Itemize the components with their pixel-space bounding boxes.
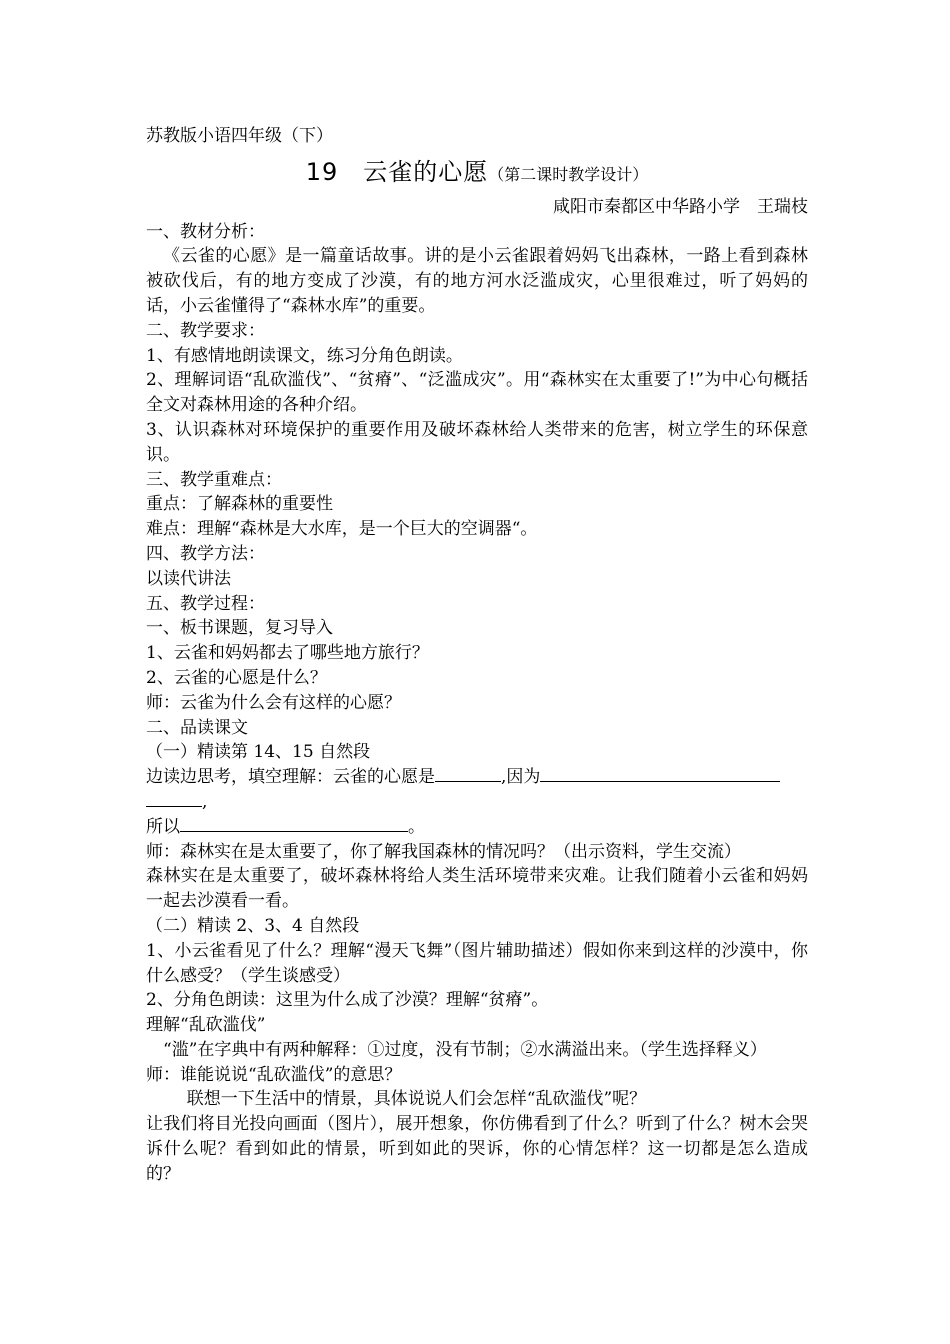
section-heading: 五、教学过程： xyxy=(146,593,265,614)
list-item: 3、认识森林对环境保护的重要作用及破坏森林给人类带来的危害，树立学生的环保意识。 xyxy=(146,419,808,465)
section-heading: 四、教学方法： xyxy=(146,543,265,564)
lesson-subtitle: （第二课时教学设计） xyxy=(488,164,649,184)
author-line: 咸阳市秦都区中华路小学 王瑞枝 xyxy=(553,196,808,217)
lesson-title xyxy=(146,149,808,195)
subsection-heading: （二）精读 2、3、4 自然段 xyxy=(146,915,360,936)
section-heading: 三、教学重难点： xyxy=(146,469,282,490)
section-heading: 二、教学要求： xyxy=(146,320,265,341)
paragraph: 联想一下生活中的情景，具体说说人们会怎样“乱砍滥伐”呢？ xyxy=(186,1089,647,1110)
blank-line xyxy=(540,780,780,782)
lesson-number: 19 xyxy=(305,157,339,186)
teacher-line: 师：云雀为什么会有这样的心愿？ xyxy=(146,692,401,713)
paragraph: “滥”在字典中有两种解释：①过度，没有节制；②水满溢出来。（学生选择释义） xyxy=(163,1039,767,1060)
fill-because: ,因为 xyxy=(501,767,541,788)
key-point: 重点：了解森林的重要性 xyxy=(146,494,333,515)
paragraph: 让我们将目光投向画面（图片），展开想象，你仿佛看到了什么？听到了什么？树木会哭诉什么呢？看到如此的情景，听到如此的哭诉，你的心情怎样？这一切都是怎么造成的？ xyxy=(146,1114,808,1184)
blank-line xyxy=(435,780,501,782)
document-page xyxy=(146,124,808,1187)
list-item: 1、有感情地朗读课文，练习分角色朗读。 xyxy=(146,345,463,366)
fill-end: 。 xyxy=(408,816,425,837)
paragraph: 《云雀的心愿》是一篇童话故事。讲的是小云雀跟着妈妈飞出森林，一路上看到森林被砍伐后，有的地方变成了沙漠，有的地方河水泛滥成灾，心里很难过，听了妈妈的话，小云雀懂得了“森林水库”的重要。 xyxy=(146,246,808,316)
fill-comma: , xyxy=(202,791,208,812)
paragraph: 森林实在是太重要了，破坏森林将给人类生活环境带来灾难。让我们随着小云雀和妈妈一起去沙漠看一看。 xyxy=(146,866,808,912)
subsection-heading: 二、品读课文 xyxy=(146,717,248,738)
list-item: 2、云雀的心愿是什么？ xyxy=(146,667,327,688)
document-header: 苏教版小语四年级（下） xyxy=(146,126,333,146)
subsection-heading: 一、板书课题，复习导入 xyxy=(146,618,333,639)
difficult-point: 难点：理解“森林是大水库，是一个巨大的空调器“。 xyxy=(146,519,538,540)
list-item: 1、小云雀看见了什么？理解“漫天飞舞”（图片辅助描述）假如你来到这样的沙漠中，你什么感受？（学生谈感受） xyxy=(146,940,808,986)
fill-in-exercise xyxy=(146,815,808,840)
section-heading: 一、教材分析： xyxy=(146,221,265,242)
fill-in-exercise xyxy=(146,765,808,790)
teacher-line: 师：森林实在是太重要了，你了解我国森林的情况吗？（出示资料，学生交流） xyxy=(146,841,741,862)
list-item: 2、分角色朗读：这里为什么成了沙漠？理解“贫瘠”。 xyxy=(146,990,549,1011)
lesson-name: 云雀的心愿 xyxy=(363,157,489,186)
subsection-heading: （一）精读第 14、15 自然段 xyxy=(146,742,371,763)
paragraph: 以读代讲法 xyxy=(146,568,231,589)
blank-line xyxy=(146,805,202,807)
paragraph: 理解“乱砍滥伐” xyxy=(146,1015,266,1036)
list-item: 2、理解词语“乱砍滥伐”、“贫瘠”、“泛滥成灾”。用“森林实在太重要了!”为中心句概括全文对森林用途的各种介绍。 xyxy=(146,370,808,416)
fill-in-exercise xyxy=(146,790,808,815)
fill-so: 所以 xyxy=(146,816,180,837)
list-item: 1、云雀和妈妈都去了哪些地方旅行？ xyxy=(146,643,429,664)
fill-prefix: 边读边思考，填空理解：云雀的心愿是 xyxy=(146,767,435,788)
blank-line xyxy=(180,830,408,832)
teacher-line: 师：谁能说说“乱砍滥伐”的意思？ xyxy=(146,1064,402,1085)
